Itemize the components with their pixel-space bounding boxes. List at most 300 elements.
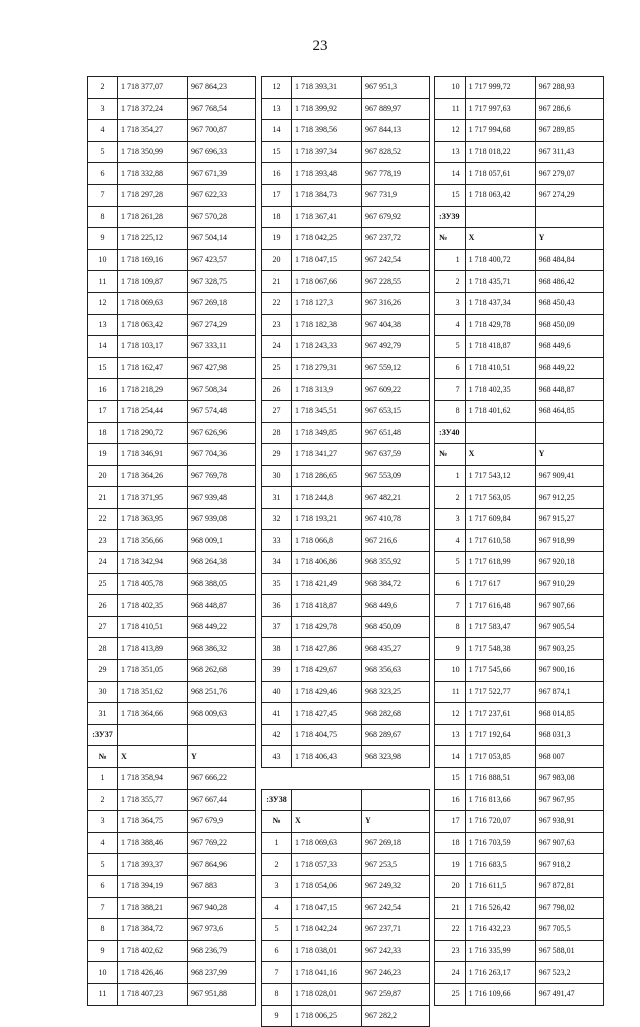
table-row [88,552,256,574]
x-coordinate-cell [292,768,362,790]
table-row [435,875,604,897]
y-coordinate-cell: 967 570,28 [188,206,256,228]
point-number-cell: 12 [88,292,118,314]
point-number-cell: 15 [88,357,118,379]
x-coordinate-cell: 1 718 367,41 [292,206,362,228]
table-row [435,768,604,790]
table-row [262,1005,430,1027]
point-number-cell: 26 [88,595,118,617]
y-coordinate-cell: 968 236,79 [188,940,256,962]
x-coordinate-cell: 1 717 610,58 [465,530,535,552]
x-coordinate-cell: 1 716 720,07 [465,811,535,833]
point-number-cell: 27 [262,400,292,422]
y-coordinate-cell: 967 903,25 [535,638,603,660]
table-row [262,163,430,185]
y-coordinate-cell: 968 448,87 [188,595,256,617]
y-coordinate-cell: 967 872,81 [535,875,603,897]
x-coordinate-cell: 1 718 410,51 [118,616,188,638]
y-coordinate-cell: 967 909,41 [535,465,603,487]
x-coordinate-cell: 1 718 402,35 [118,595,188,617]
y-coordinate-cell: 968 237,99 [188,962,256,984]
point-number-cell: № [435,228,466,250]
table-row [262,249,430,271]
table-row [88,768,256,790]
coordinate-column-2 [261,76,430,1027]
x-coordinate-cell: 1 718 047,15 [292,249,362,271]
y-coordinate-cell: 968 282,68 [362,703,430,725]
table-row [435,271,604,293]
point-number-cell: 2 [262,854,292,876]
table-row [88,336,256,358]
x-coordinate-cell: 1 718 364,75 [118,811,188,833]
x-coordinate-cell: 1 717 545,66 [465,660,535,682]
table-row [435,249,604,271]
point-number-cell: 43 [262,746,292,768]
x-coordinate-cell: 1 718 254,44 [118,400,188,422]
table-row [262,940,430,962]
point-number-cell: 2 [435,271,466,293]
x-coordinate-cell: 1 718 377,07 [118,77,188,99]
point-number-cell: 35 [262,573,292,595]
x-coordinate-cell: 1 716 611,5 [465,875,535,897]
x-coordinate-cell: 1 718 418,87 [292,595,362,617]
x-coordinate-cell: 1 718 354,27 [118,120,188,142]
table-row [88,638,256,660]
point-number-cell: 7 [88,897,118,919]
table-row [262,206,430,228]
x-coordinate-cell: 1 718 018,22 [465,141,535,163]
x-coordinate-cell [465,206,535,228]
parcel-label: :ЗУ39 [435,206,466,228]
point-number-cell: 9 [88,940,118,962]
y-coordinate-cell: 967 410,78 [362,508,430,530]
table-row [435,940,604,962]
y-coordinate-cell: 968 014,85 [535,703,603,725]
y-coordinate-cell: 968 449,22 [535,357,603,379]
point-number-cell: 4 [88,832,118,854]
table-row [435,379,604,401]
point-number-cell: 5 [88,854,118,876]
y-coordinate-cell: 967 504,14 [188,228,256,250]
point-number-cell: 8 [88,206,118,228]
y-coordinate-cell: 968 009,63 [188,703,256,725]
point-number-cell: 24 [262,336,292,358]
y-coordinate-cell: 968 449,22 [188,616,256,638]
y-coordinate-cell: 967 905,54 [535,616,603,638]
y-coordinate-cell [535,422,603,444]
point-number-cell: 13 [262,98,292,120]
y-coordinate-cell: Y [535,444,603,466]
point-number-cell: 2 [88,789,118,811]
x-coordinate-cell: 1 718 384,73 [292,184,362,206]
spacer-row [262,768,430,790]
table-row [435,660,604,682]
y-coordinate-cell: 967 523,2 [535,962,603,984]
point-number-cell: 10 [88,962,118,984]
y-coordinate-cell: 967 967,95 [535,789,603,811]
table-row [435,141,604,163]
point-number-cell: № [435,444,466,466]
x-coordinate-cell: 1 718 109,87 [118,271,188,293]
table-row [262,120,430,142]
table-row [262,573,430,595]
point-number-cell: 32 [262,508,292,530]
point-number-cell: № [88,746,118,768]
point-number-cell: 7 [262,962,292,984]
x-coordinate-cell: 1 718 279,31 [292,357,362,379]
point-number-cell: 25 [435,983,466,1005]
x-coordinate-cell: 1 718 346,91 [118,444,188,466]
point-number-cell: 10 [435,77,466,99]
x-coordinate-cell: 1 718 388,46 [118,832,188,854]
y-coordinate-cell: 968 435,27 [362,638,430,660]
point-number-cell: 29 [88,660,118,682]
table-row [435,336,604,358]
point-number-cell: 3 [435,508,466,530]
y-coordinate-cell: 968 355,92 [362,552,430,574]
y-coordinate-cell: 967 637,59 [362,444,430,466]
x-coordinate-cell [118,724,188,746]
y-coordinate-cell [188,724,256,746]
y-coordinate-cell: 967 626,96 [188,422,256,444]
point-number-cell: 3 [88,98,118,120]
x-coordinate-cell: 1 718 364,66 [118,703,188,725]
y-coordinate-cell: 968 262,68 [188,660,256,682]
point-number-cell: 16 [435,789,466,811]
x-coordinate-cell: 1 718 342,94 [118,552,188,574]
y-coordinate-cell: 967 864,96 [188,854,256,876]
coordinate-table [434,76,604,1006]
table-row [88,98,256,120]
point-number-cell: 17 [88,400,118,422]
table-row [88,573,256,595]
x-coordinate-cell: 1 718 054,06 [292,875,362,897]
point-number-cell: 1 [435,249,466,271]
x-coordinate-cell: 1 718 261,28 [118,206,188,228]
x-coordinate-cell: 1 717 543,12 [465,465,535,487]
y-coordinate-cell: 967 910,29 [535,573,603,595]
x-coordinate-cell: 1 718 388,21 [118,897,188,919]
x-coordinate-cell: 1 718 042,25 [292,228,362,250]
x-coordinate-cell: 1 718 404,75 [292,724,362,746]
point-number-cell: 42 [262,724,292,746]
y-coordinate-cell: 968 031,3 [535,724,603,746]
x-coordinate-cell: 1 718 038,01 [292,940,362,962]
y-coordinate-cell: 967 769,78 [188,465,256,487]
x-coordinate-cell: 1 717 994,68 [465,120,535,142]
table-row [262,724,430,746]
y-coordinate-cell: 967 491,47 [535,983,603,1005]
x-coordinate-cell: 1 718 103,17 [118,336,188,358]
point-number-cell: 20 [262,249,292,271]
x-coordinate-cell: 1 718 332,88 [118,163,188,185]
table-row [435,962,604,984]
table-row [88,163,256,185]
y-coordinate-cell: 968 448,87 [535,379,603,401]
x-coordinate-cell: 1 718 169,16 [118,249,188,271]
table-row [262,77,430,99]
point-number-cell: 19 [262,228,292,250]
x-coordinate-cell: 1 718 057,61 [465,163,535,185]
point-number-cell: 9 [435,638,466,660]
table-row [262,616,430,638]
y-coordinate-cell: 967 333,11 [188,336,256,358]
y-coordinate-cell: 967 274,29 [188,314,256,336]
y-coordinate-cell: 968 251,76 [188,681,256,703]
x-coordinate-cell: 1 718 042,24 [292,919,362,941]
coordinate-table [87,76,256,1006]
x-coordinate-cell: 1 718 429,67 [292,660,362,682]
x-coordinate-cell: 1 717 548,38 [465,638,535,660]
y-coordinate-cell: 967 651,48 [362,422,430,444]
table-row [262,184,430,206]
x-coordinate-cell: 1 718 356,66 [118,530,188,552]
table-row [435,854,604,876]
y-coordinate-cell: Y [535,228,603,250]
point-number-cell: 13 [435,724,466,746]
x-coordinate-cell: 1 718 313,9 [292,379,362,401]
table-row [88,681,256,703]
point-number-cell: 18 [262,206,292,228]
x-coordinate-cell: 1 718 394,19 [118,875,188,897]
table-row [88,875,256,897]
coordinate-column-3 [434,76,604,1006]
table-row [262,962,430,984]
y-coordinate-cell: 967 259,87 [362,983,430,1005]
x-coordinate-cell: 1 718 407,23 [118,983,188,1005]
point-number-cell: 23 [435,940,466,962]
point-number-cell: 8 [435,616,466,638]
point-number-cell: 25 [88,573,118,595]
table-row [435,357,604,379]
table-row [435,789,604,811]
table-row [262,228,430,250]
y-coordinate-cell: 968 007 [535,746,603,768]
table-row [435,983,604,1005]
table-row [88,206,256,228]
parcel-label: :ЗУ40 [435,422,466,444]
x-coordinate-cell: 1 718 244,8 [292,487,362,509]
x-coordinate-cell: 1 718 421,49 [292,573,362,595]
point-number-cell: 20 [88,465,118,487]
point-number-cell: 37 [262,616,292,638]
point-number-cell: 7 [435,595,466,617]
x-coordinate-cell: 1 717 522,77 [465,681,535,703]
point-number-cell: 15 [262,141,292,163]
table-row [88,832,256,854]
table-row [435,746,604,768]
point-number-cell: 20 [435,875,466,897]
x-coordinate-cell: 1 716 703,59 [465,832,535,854]
y-coordinate-cell: 967 288,93 [535,77,603,99]
x-coordinate-cell: 1 717 237,61 [465,703,535,725]
y-coordinate-cell: 968 386,32 [188,638,256,660]
y-coordinate-cell: 967 328,75 [188,271,256,293]
point-number-cell: 8 [262,983,292,1005]
point-number-cell: 40 [262,681,292,703]
x-coordinate-cell: 1 718 351,62 [118,681,188,703]
table-row [88,444,256,466]
y-coordinate-cell: 967 609,22 [362,379,430,401]
table-row [435,98,604,120]
table-row [262,595,430,617]
table-row [262,660,430,682]
table-row [435,120,604,142]
parcel-label: :ЗУ37 [88,724,118,746]
table-row [88,616,256,638]
y-coordinate-cell: 967 242,33 [362,940,430,962]
point-number-cell: 15 [435,768,466,790]
point-number-cell: 29 [262,444,292,466]
point-number-cell: 12 [435,703,466,725]
y-coordinate-cell: 967 622,33 [188,184,256,206]
point-number-cell: 17 [435,811,466,833]
point-number-cell: 30 [88,681,118,703]
y-coordinate-cell: 967 279,07 [535,163,603,185]
x-coordinate-cell: 1 718 427,86 [292,638,362,660]
table-row [88,530,256,552]
x-coordinate-cell: 1 717 563,05 [465,487,535,509]
parcel-label-row [435,422,604,444]
table-row [88,919,256,941]
table-row [88,77,256,99]
point-number-cell: 11 [88,271,118,293]
x-coordinate-cell: 1 718 297,28 [118,184,188,206]
point-number-cell: 13 [435,141,466,163]
table-header-row [88,746,256,768]
table-row [435,616,604,638]
table-row [88,120,256,142]
point-number-cell: 5 [435,552,466,574]
x-coordinate-cell: 1 718 418,87 [465,336,535,358]
table-row [262,444,430,466]
x-coordinate-cell: 1 718 371,95 [118,487,188,509]
y-coordinate-cell: 968 450,43 [535,292,603,314]
table-row [88,487,256,509]
x-coordinate-cell: 1 717 583,47 [465,616,535,638]
x-coordinate-cell: 1 717 617 [465,573,535,595]
table-row [435,811,604,833]
table-row [262,897,430,919]
point-number-cell: 5 [88,141,118,163]
table-header-row [435,444,604,466]
y-coordinate-cell: Y [362,811,430,833]
x-coordinate-cell: 1 718 067,66 [292,271,362,293]
x-coordinate-cell: 1 718 069,63 [292,832,362,854]
point-number-cell: 18 [88,422,118,444]
y-coordinate-cell: 967 915,27 [535,508,603,530]
x-coordinate-cell: X [465,444,535,466]
y-coordinate-cell: 967 574,48 [188,400,256,422]
y-coordinate-cell: 967 907,66 [535,595,603,617]
x-coordinate-cell: 1 718 349,85 [292,422,362,444]
y-coordinate-cell: 967 874,1 [535,681,603,703]
table-row [88,465,256,487]
y-coordinate-cell: 967 286,6 [535,98,603,120]
x-coordinate-cell: 1 716 683,5 [465,854,535,876]
point-number-cell: 21 [88,487,118,509]
table-row [262,487,430,509]
y-coordinate-cell: 968 450,09 [535,314,603,336]
table-row [88,379,256,401]
table-row [262,271,430,293]
point-number-cell: 6 [435,357,466,379]
y-coordinate-cell: 967 246,23 [362,962,430,984]
point-number-cell: 5 [435,336,466,358]
table-header-row [262,811,430,833]
y-coordinate-cell: 967 939,48 [188,487,256,509]
x-coordinate-cell: 1 718 402,35 [465,379,535,401]
y-coordinate-cell: 967 983,08 [535,768,603,790]
table-row [435,703,604,725]
y-coordinate-cell [362,789,430,811]
point-number-cell: 19 [88,444,118,466]
x-coordinate-cell: 1 718 066,8 [292,530,362,552]
x-coordinate-cell: 1 718 435,71 [465,271,535,293]
point-number-cell: 10 [435,660,466,682]
table-row [88,400,256,422]
table-row [262,681,430,703]
x-coordinate-cell: 1 717 999,72 [465,77,535,99]
x-coordinate-cell: 1 718 069,63 [118,292,188,314]
y-coordinate-cell [535,206,603,228]
point-number-cell: 28 [88,638,118,660]
table-row [262,746,430,768]
y-coordinate-cell: 967 918,2 [535,854,603,876]
y-coordinate-cell: 967 249,32 [362,875,430,897]
table-header-row [435,228,604,250]
table-row [88,595,256,617]
coordinate-column-1 [87,76,256,1006]
point-number-cell: 27 [88,616,118,638]
table-row [88,897,256,919]
point-number-cell: 6 [88,163,118,185]
x-coordinate-cell: 1 716 526,42 [465,897,535,919]
y-coordinate-cell: 967 671,39 [188,163,256,185]
y-coordinate-cell: 967 667,44 [188,789,256,811]
y-coordinate-cell: 967 269,18 [188,292,256,314]
y-coordinate-cell: 967 269,18 [362,832,430,854]
table-row [435,77,604,99]
y-coordinate-cell: 967 679,92 [362,206,430,228]
table-row [262,919,430,941]
table-row [262,98,430,120]
point-number-cell: 4 [435,314,466,336]
table-row [262,292,430,314]
x-coordinate-cell: 1 717 618,99 [465,552,535,574]
y-coordinate-cell: 967 778,19 [362,163,430,185]
table-row [435,465,604,487]
x-coordinate-cell: 1 718 193,21 [292,508,362,530]
x-coordinate-cell: 1 718 402,62 [118,940,188,962]
table-row [435,184,604,206]
table-row [262,530,430,552]
y-coordinate-cell: 967 768,54 [188,98,256,120]
y-coordinate-cell: 967 731,9 [362,184,430,206]
y-coordinate-cell: 968 484,84 [535,249,603,271]
y-coordinate-cell: 967 798,02 [535,897,603,919]
table-row [262,357,430,379]
y-coordinate-cell [362,768,430,790]
x-coordinate-cell: 1 717 192,64 [465,724,535,746]
point-number-cell: 7 [88,184,118,206]
y-coordinate-cell: 967 289,85 [535,120,603,142]
table-row [262,141,430,163]
y-coordinate-cell: 967 588,01 [535,940,603,962]
table-row [262,336,430,358]
point-number-cell: 41 [262,703,292,725]
x-coordinate-cell: 1 718 006,25 [292,1005,362,1027]
